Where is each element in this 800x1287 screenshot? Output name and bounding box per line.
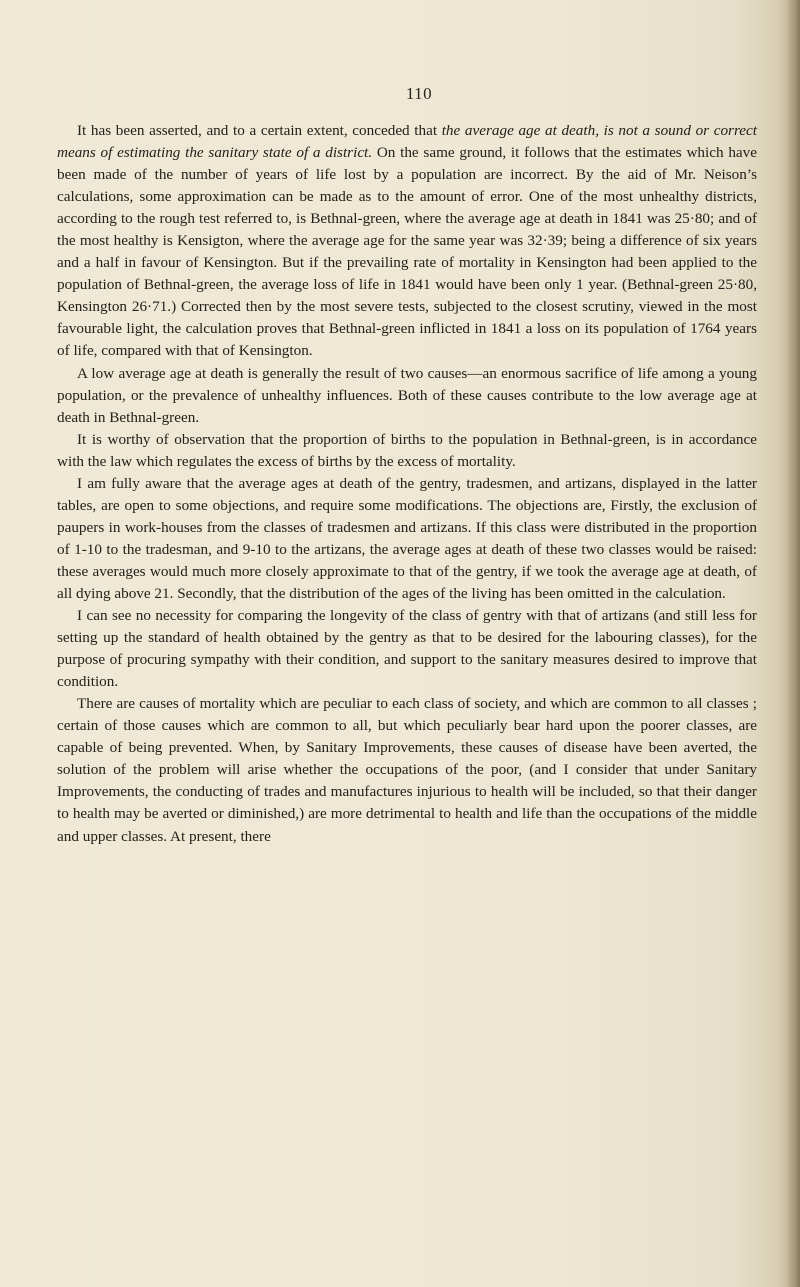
paragraph-1 [57,120,757,363]
paragraph-6: There are causes of mortality which are peculiar to each class of society, and which are common to all classes ; certain of those causes which are common to all, but which peculiarly bear hard upon the poorer classes, are capable of being prevented. When, by Sanitary Improvements, these causes of disease have been averted, the solution of the problem will arise whether the occupations of the poor, (and I consider that under Sanitary Improvements, the conducting of trades and manufactures injurious to health will be included, so that their danger to health may be averted or diminished,) are more detrimental to health and life than the occupations of the middle and upper classes. At present, there [57,695,757,845]
paragraph-3: It is worthy of observation that the proportion of births to the population in Bethnal-green, is in accordance with the law which regulates the excess of births by the excess of mortality. [57,430,757,470]
paragraph-5: I can see no necessity for comparing the longevity of the class of gentry with that of artizans (and still less for setting up the standard of health obtained by the gentry as that to be desired for the labouring classes), for the purpose of procuring sympathy with their condition, and support to the sanitary measures desired to improve that condition. [57,607,757,691]
page-edge-shadow [786,0,800,1287]
paragraph-1-italic: the average age at death, is not a sound or correct means of estimating the sanitary state of a district. [57,122,758,162]
paragraph-1-lead: It has been asserted, and to a certain extent, conceded that [77,122,442,139]
paragraph-2: A low average age at death is generally the result of two causes—an enormous sacrifice of life among a young population, or the prevalence of unhealthy influences. Both of these causes contribute to the low average age at death in Bethnal-green. [57,364,757,426]
page-number: 110 [405,84,433,103]
paragraph-4: I am fully aware that the average ages at death of the gentry, tradesmen, and artizans, displayed in the latter tables, are open to some objections, and require some modifications. The objections are, Firstly, the exclusion of paupers in work-houses from the classes of tradesmen and artizans. If this class were distributed in the proportion of 1-10 to the tradesman, and 9-10 to the artizans, the average ages at death of these two classes would be raised: these averages would much more closely approximate to that of the gentry, if we took the average age at death, of all dying above 21. Secondly, that the distribution of the ages of the living has been omitted in the calculation. [57,474,757,602]
body-text [57,120,757,848]
paragraph-1-rest: On the same ground, it follows that the estimates which have been made of the number of years of life lost by a population are incorrect. By the aid of Mr. Neison’s calculations, some approximation can be made as to the amount of error. One of the most unhealthy districts, according to the rough test referred to, is Bethnal-green, where the average age at death in 1841 was 25·80; and of the most healthy is Kensigton, where the average age for the same year was 32·39; being a difference of six years and a half in favour of Kensington. But if the prevailing rate of mortality in Kensington had been applied to the population of Bethnal-green, the average loss of life in 1841 would have been only 1 year. (Bethnal-green 25·80, Kensington 26·71.) Corrected then by the most severe tests, subjected to the closest scrutiny, viewed in the most favourable light, the calculation proves that Bethnal-green inflicted in 1841 a loss on its population of 1764 years of life, compared with that of Kensington. [57,144,757,360]
